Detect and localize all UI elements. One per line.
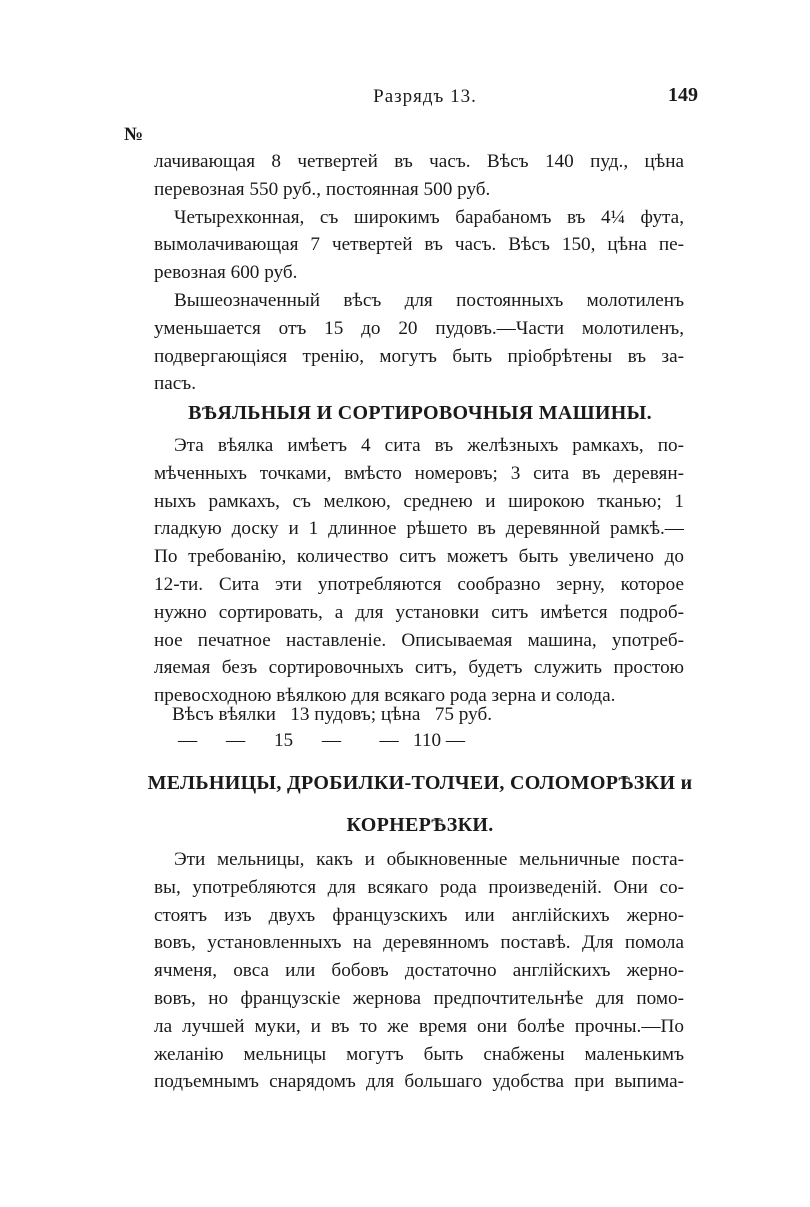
- text-line: подвергающіяся тренію, могутъ быть пріобрѣтены въ за-: [154, 345, 684, 367]
- running-header: [150, 86, 700, 110]
- text-line: Четырехконная, съ широкимъ барабаномъ въ 4¼ фута,: [174, 206, 684, 228]
- text-line: 12-ти. Сита эти употребляются сообразно зерну, которое: [154, 573, 684, 595]
- text-line: По требованію, количество ситъ можетъ быть увеличено до: [154, 546, 684, 568]
- text-line: вовъ, установленныхъ на деревянномъ поставѣ. Для помола: [154, 932, 684, 954]
- price-row: Вѣсъ вѣялки 13 пудовъ; цѣна 75 руб.: [172, 704, 493, 725]
- text-line: лачивающая 8 четвертей въ часъ. Вѣсъ 140 пуд., цѣна: [154, 151, 684, 172]
- text-line: нужно сортировать, а для установки ситъ имѣется подроб-: [154, 601, 684, 623]
- text-line: пасъ.: [154, 373, 197, 395]
- text-line: перевозная 550 руб., постоянная 500 руб.: [154, 178, 491, 200]
- text-line: ляемая безъ сортировочныхъ ситъ, будетъ служить простою: [154, 657, 684, 679]
- paragraph: [154, 204, 684, 287]
- paragraph: [154, 148, 684, 204]
- section-heading-winnowing-machines: ВѢЯЛЬНЫЯ И СОРТИРОВОЧНЫЯ МАШИНЫ.: [188, 402, 652, 424]
- text-line: Вышеозначенный вѣсъ для постоянныхъ молотиленъ: [174, 289, 684, 311]
- mills-text: [154, 846, 684, 1096]
- paragraph: [154, 846, 684, 1096]
- paragraph: [154, 432, 684, 710]
- text-line: гладкую доску и 1 длинное рѣшето въ деревянной рамкѣ.—: [154, 518, 684, 540]
- text-line: мѣченныхъ точками, вмѣсто номеровъ; 3 сита въ деревян-: [154, 462, 684, 484]
- text-line: вовъ, но французскіе жернова предпочтительнѣе для помо-: [154, 987, 684, 1009]
- continuation-text-block: [154, 148, 684, 398]
- number-sign-margin-mark: №: [124, 124, 144, 145]
- text-line: ное печатное наставленіе. Описываемая машина, употреб-: [154, 629, 684, 651]
- text-line: желанію мельницы могутъ быть снабжены маленькимъ: [154, 1043, 684, 1065]
- page-number: 149: [668, 84, 698, 106]
- text-line: ревозная 600 руб.: [154, 262, 298, 284]
- text-line: вы, употребляются для всякаго рода произведеній. Они со-: [154, 876, 684, 898]
- text-line: ныхъ рамкахъ, съ мелкою, среднею и широкою тканью; 1: [154, 490, 684, 512]
- section-heading-mills: МЕЛЬНИЦЫ, ДРОБИЛКИ-ТОЛЧЕИ, СОЛОМОРѢЗКИ и: [147, 772, 693, 794]
- text-line: ячменя, овса или бобовъ достаточно англійскихъ жерно-: [154, 960, 684, 982]
- text-line: ла лучшей муки, и въ то же время они болѣе прочны.—По: [154, 1015, 684, 1037]
- text-line: уменьшается отъ 15 до 20 пудовъ.—Части молотиленъ,: [154, 317, 684, 339]
- paragraph: [154, 287, 684, 398]
- price-row: — — 15 — — 110 —: [178, 730, 466, 751]
- section-heading-mills-continued: КОРНЕРѢЗКИ.: [346, 814, 494, 836]
- running-title: Разрядъ 13.: [373, 86, 477, 107]
- text-line: подъемнымъ снарядомъ для большаго удобства при выпима-: [154, 1071, 684, 1093]
- text-line: Эта вѣялка имѣетъ 4 сита въ желѣзныхъ рамкахъ, по-: [174, 435, 684, 456]
- text-line: стоятъ изъ двухъ французскихъ или англійскихъ жерно-: [154, 904, 684, 926]
- winnowing-machines-text: [154, 432, 684, 710]
- text-line: превосходною вѣялкою для всякаго рода зерна и солода.: [154, 685, 616, 707]
- text-line: вымолачивающая 7 четвертей въ часъ. Вѣсъ 150, цѣна пе-: [154, 234, 684, 256]
- text-line: Эти мельницы, какъ и обыкновенные мельничные поста-: [174, 849, 684, 870]
